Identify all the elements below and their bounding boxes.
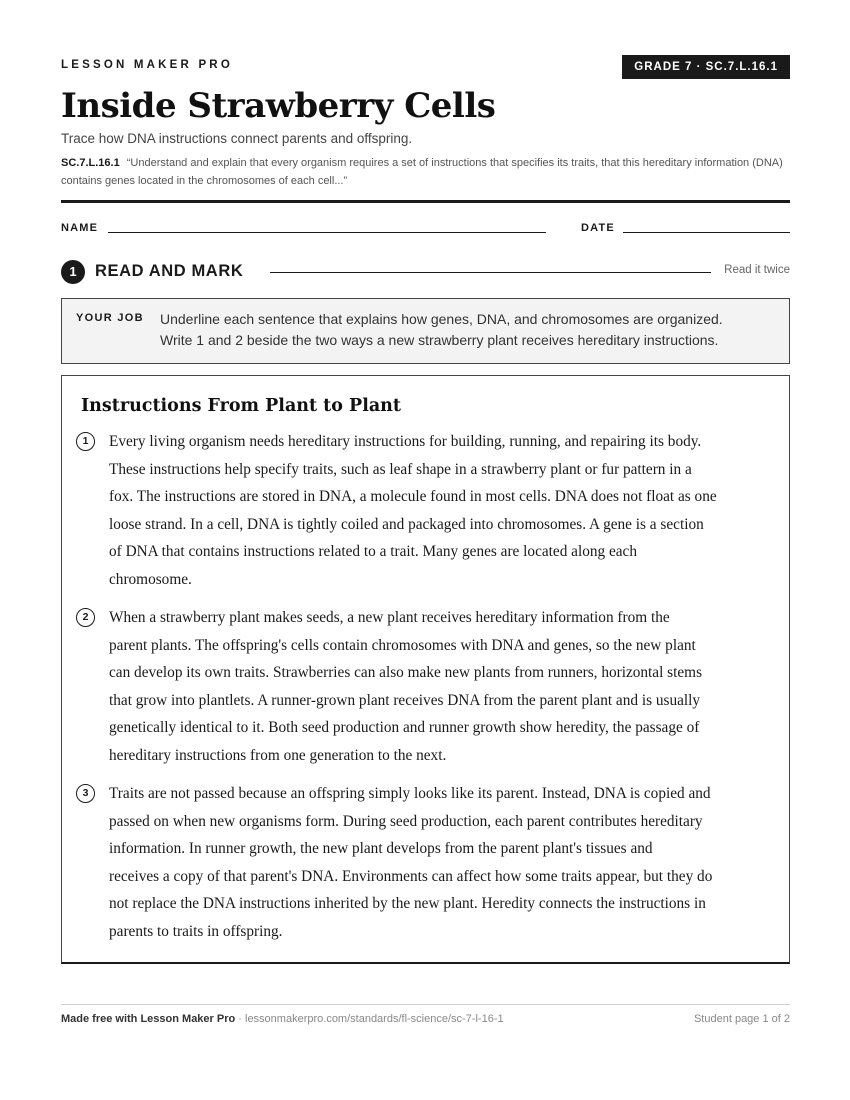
paragraph-number-badge: 1 [76, 432, 95, 451]
header-bar [61, 55, 790, 79]
worksheet-page [61, 0, 790, 1100]
paragraph-line: Every living organism needs hereditary instructions for building, running, and repairing its body. [109, 433, 702, 450]
paragraph-line: receives a copy of that parent's DNA. Environments can affect how some traits appear, but they do [109, 867, 713, 885]
section-header [61, 259, 790, 285]
job-line: Write 1 and 2 beside the two ways a new strawberry plant receives hereditary instructions. [160, 332, 719, 348]
paragraph-line: not replace the DNA instructions inherited by the new plant. Heredity connects the instructions in [109, 895, 706, 913]
paragraph-line: parents to traits in offspring. [109, 922, 283, 940]
job-line: Underline each sentence that explains how genes, DNA, and chromosomes are organized. [160, 311, 723, 327]
paragraph-line: These instructions help specify traits, such as leaf shape in a strawberry plant or fur pattern in a [109, 460, 692, 478]
paragraph-line: of DNA that contains instructions related to a trait. Many genes are located along each [109, 543, 637, 561]
date-field[interactable] [623, 232, 790, 233]
name-label: NAME [61, 222, 99, 234]
paragraph-line: information. In runner growth, the new plant develops from the parent plant's tissues and [109, 840, 653, 858]
paragraph [109, 428, 773, 594]
section-note: Read it twice [724, 264, 790, 276]
paragraph-line: that grow into plantlets. A runner-grown plant receives DNA from the parent plant and is usually [109, 691, 701, 709]
paragraph-line: hereditary instructions from one generation to the next. [109, 746, 447, 764]
section-number-badge: 1 [61, 260, 85, 284]
paragraph-line: passed on when new organisms form. During seed production, each parent contributes hereditary [109, 812, 703, 830]
standard-code: SC.7.L.16.1 [61, 157, 120, 169]
standard-description [61, 155, 790, 190]
footer-divider [61, 1004, 790, 1005]
reading-title: Instructions From Plant to Plant [81, 396, 401, 416]
grade-badge: GRADE 7 · SC.7.L.16.1 [622, 55, 790, 79]
job-instructions-box [61, 298, 790, 364]
page-title: Inside Strawberry Cells [61, 86, 496, 126]
footer-url[interactable]: lessonmakerpro.com/standards/fl-science/sc-7-l-16-1 [245, 1013, 504, 1025]
paragraph-line: genetically identical to it. Both seed production and runner growth show heredity, the passage of [109, 719, 700, 737]
paragraph-line: fox. The instructions are stored in DNA, a molecule found in most cells. DNA does not float as one [109, 488, 717, 506]
footer [61, 1013, 790, 1025]
paragraph-line: When a strawberry plant makes seeds, a new plant receives hereditary information from the [109, 609, 670, 626]
paragraph-number-badge: 3 [76, 784, 95, 803]
paragraph [109, 780, 773, 946]
date-label: DATE [581, 222, 615, 234]
page-subtitle: Trace how DNA instructions connect parents and offspring. [61, 131, 413, 146]
footer-made-by: Made free with Lesson Maker Pro [61, 1013, 236, 1025]
footer-separator: · [235, 1013, 245, 1025]
paragraph-line: parent plants. The offspring's cells contain chromosomes with DNA and genes, so the new plant [109, 636, 696, 654]
brand-name: LESSON MAKER PRO [61, 59, 233, 71]
section-title: READ AND MARK [95, 262, 244, 280]
section-divider [270, 272, 711, 273]
header-divider [61, 200, 790, 203]
page-indicator: Student page 1 of 2 [693, 1013, 790, 1025]
paragraph-number-badge: 2 [76, 608, 95, 627]
paragraph-line: chromosome. [109, 570, 192, 588]
reading-passage-box [61, 375, 790, 964]
name-field[interactable] [108, 232, 546, 233]
standard-text: “Understand and explain that every organism requires a set of instructions that specifies its traits, that this hereditary information (DNA) contains genes located in the chromosomes of each cell...” [61, 157, 783, 187]
paragraph-line: loose strand. In a cell, DNA is tightly coiled and packaged into chromosomes. A gene is a section [109, 515, 704, 533]
paragraph-line: can develop its own traits. Strawberries can also make new plants from runners, horizontal stems [109, 664, 703, 682]
name-date-row [61, 222, 790, 236]
paragraph [109, 604, 773, 770]
paragraph-line: Traits are not passed because an offspring simply looks like its parent. Instead, DNA is copied and [109, 785, 711, 802]
job-instructions [160, 309, 780, 351]
job-label: YOUR JOB [76, 312, 144, 324]
